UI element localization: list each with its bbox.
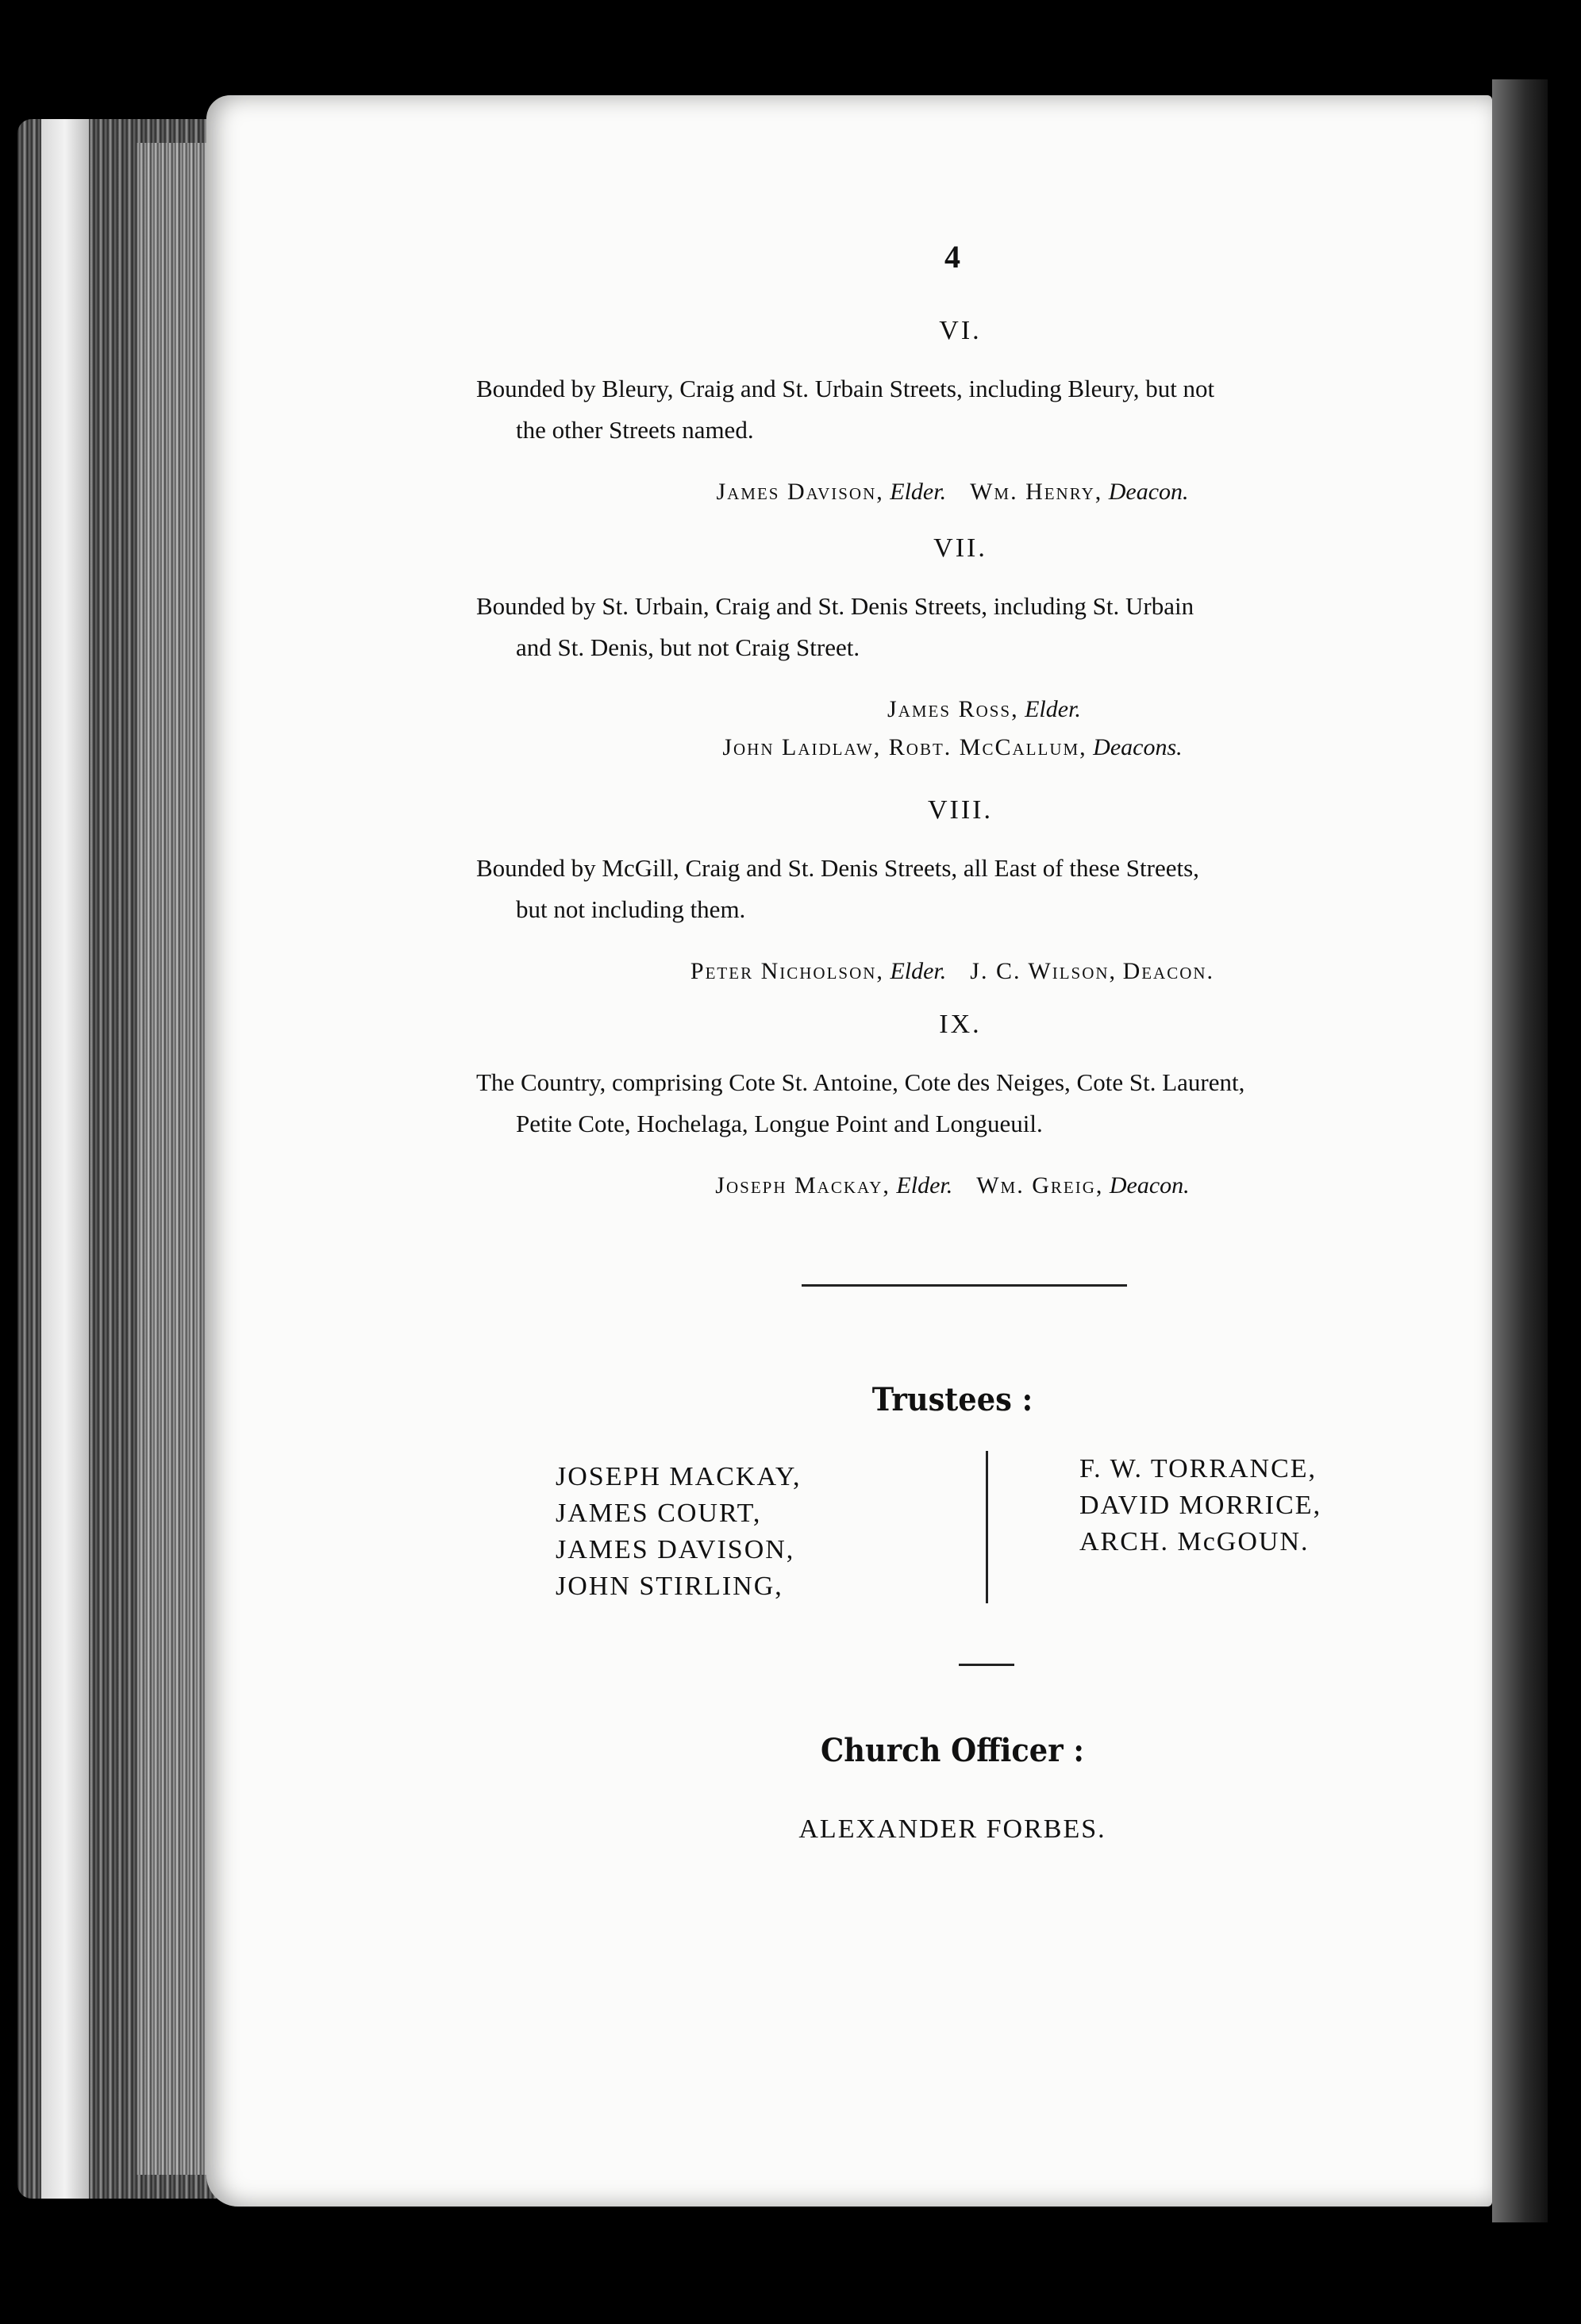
district-numeral: VIII. (927, 795, 994, 825)
deacon-role: Deacon. (1122, 958, 1215, 984)
trustees-heading: Trustees : (871, 1381, 1033, 1418)
district-numeral: VII. (933, 533, 987, 563)
district-section-ix (476, 1010, 1429, 1208)
elder-name: Peter Nicholson, (690, 958, 884, 984)
section-divider (802, 1284, 1127, 1287)
page-number: 4 (944, 239, 960, 275)
district-section-viii (476, 795, 1429, 994)
deacons-names: John Laidlaw, Robt. McCallum, (722, 734, 1087, 760)
elder-name: James Ross, (887, 696, 1019, 722)
trustee-name: F. W. TORRANCE, (1079, 1454, 1318, 1483)
short-divider (959, 1664, 1014, 1666)
elder-name: Joseph Mackay, (715, 1172, 891, 1199)
district-numeral: VI. (939, 316, 982, 345)
district-officers (476, 1164, 1429, 1208)
district-section-vi (476, 316, 1429, 514)
description-line: Petite Cote, Hochelaga, Longue Point and Longueuil. (516, 1110, 1043, 1137)
district-officers (476, 470, 1429, 514)
district-description (476, 586, 1429, 668)
elder-role: Elder. (890, 479, 947, 505)
description-line: The Country, comprising Cote St. Antoine, Cote des Neiges, Cote St. Laurent, (476, 1068, 1245, 1096)
deacons-role: Deacons. (1093, 734, 1183, 760)
district-description (476, 1062, 1429, 1145)
deacon-name: Wm. Henry, (970, 479, 1103, 505)
description-line: Bounded by McGill, Craig and St. Denis Streets, all East of these Streets, (476, 854, 1199, 882)
elder-role: Elder. (896, 1172, 953, 1199)
column-divider (986, 1451, 988, 1603)
description-line: Bounded by St. Urbain, Craig and St. Denis Streets, including St. Urbain (476, 592, 1194, 620)
district-description (476, 848, 1429, 930)
district-officers (476, 949, 1429, 994)
church-officer-name: ALEXANDER FORBES. (798, 1814, 1106, 1844)
trustee-name: JOSEPH MACKAY, (556, 1462, 802, 1491)
description-line: Bounded by Bleury, Craig and St. Urbain Streets, including Bleury, but not (476, 375, 1215, 402)
trustee-name: JAMES COURT, (556, 1499, 762, 1528)
trustees-column-left (556, 1459, 802, 1605)
trustee-name: ARCH. McGOUN. (1079, 1527, 1310, 1556)
description-line: the other Streets named. (516, 416, 754, 444)
district-section-vii (476, 533, 1429, 770)
trustees-column-right (1079, 1451, 1321, 1560)
elder-name: James Davison, (716, 479, 884, 505)
deacon-role: Deacon. (1108, 479, 1189, 505)
trustee-name: DAVID MORRICE, (1079, 1491, 1322, 1520)
deacon-role: Deacon. (1109, 1172, 1190, 1199)
church-officer-heading: Church Officer : (820, 1732, 1085, 1769)
district-officers (476, 687, 1429, 770)
district-numeral: IX. (939, 1010, 982, 1039)
district-description (476, 368, 1429, 451)
trustees-list (556, 1454, 1381, 1610)
deacon-name: Wm. Greig, (976, 1172, 1104, 1199)
description-line: but not including them. (516, 895, 746, 923)
page-shadow (1492, 79, 1548, 2222)
elder-role: Elder. (1025, 696, 1081, 722)
description-line: and St. Denis, but not Craig Street. (516, 633, 860, 661)
elder-role: Elder. (890, 958, 947, 984)
deacon-name: J. C. Wilson, (970, 958, 1117, 984)
trustee-name: JAMES DAVISON, (556, 1535, 795, 1564)
trustee-name: JOHN STIRLING, (556, 1572, 783, 1601)
